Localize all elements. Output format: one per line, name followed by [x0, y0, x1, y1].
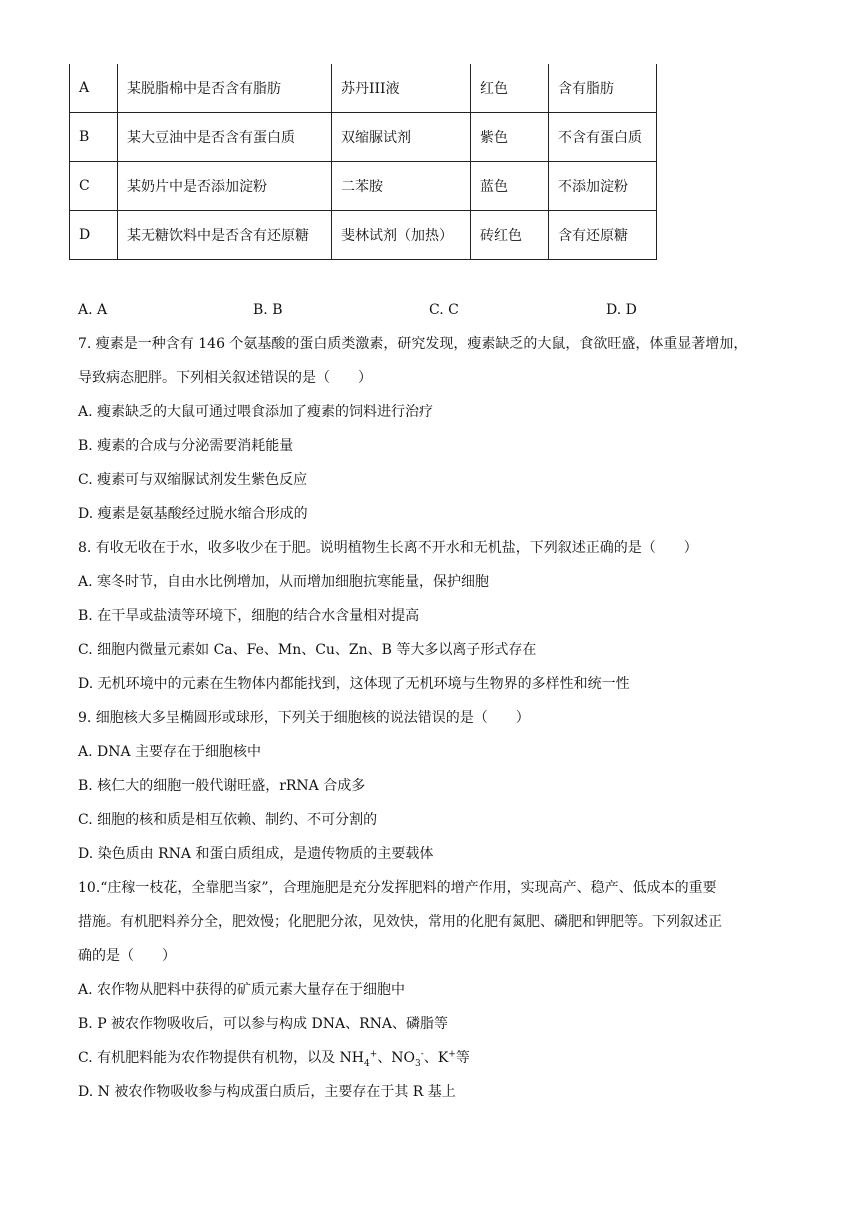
subscript: 4: [364, 1058, 370, 1069]
table-cell-test-sample: 某脱脂棉中是否含有脂肪: [118, 64, 332, 113]
table-cell-test-sample: 某大豆油中是否含有蛋白质: [118, 113, 332, 162]
q10-option-c-text: C. 有机肥料能为农作物提供有机物，以及 NH: [78, 1050, 365, 1066]
q10-option-c-text: 等: [455, 1050, 470, 1066]
q7-stem-line2: 导致病态肥胖。下列相关叙述错误的是（ ）: [78, 370, 372, 386]
subscript: 3: [415, 1058, 421, 1069]
q10-stem-line1: 10.“庄稼一枝花，全靠肥当家”，合理施肥是充分发挥肥料的增产作用，实现高产、稳产、低成本的重要: [78, 880, 717, 896]
q9-option-c: C. 细胞的核和质是相互依赖、制约、不可分割的: [78, 812, 378, 828]
q7-stem-line1: 7. 瘦素是一种含有 146 个氨基酸的蛋白质类激素，研究发现，瘦素缺乏的大鼠，食欲旺盛，体重显著增加，: [78, 336, 748, 352]
table-cell-conclusion: 含有脂肪: [549, 64, 657, 113]
table-cell-conclusion: 不添加淀粉: [549, 162, 657, 211]
q8-option-b: B. 在干旱或盐渍等环境下，细胞的结合水含量相对提高: [78, 608, 420, 624]
table-cell-conclusion: 不含有蛋白质: [549, 113, 657, 162]
table-cell-test-sample: 某奶片中是否添加淀粉: [118, 162, 332, 211]
table-cell-option-letter: A: [70, 64, 118, 113]
q9-stem: 9. 细胞核大多呈椭圆形或球形，下列关于细胞核的说法错误的是（ ）: [78, 710, 530, 726]
q10-option-b: B. P 被农作物吸收后，可以参与构成 DNA、RNA、磷脂等: [78, 1016, 448, 1032]
q6-option-b: B. B: [253, 302, 283, 318]
q6-option-a: A. A: [78, 302, 108, 318]
q10-option-d: D. N 被农作物吸收参与构成蛋白质后，主要存在于其 R 基上: [78, 1084, 456, 1100]
table-cell-reagent: 二苯胺: [332, 162, 471, 211]
q10-option-c: [78, 1048, 470, 1068]
q6-options: [0, 302, 860, 322]
q7-option-d: D. 瘦素是氨基酸经过脱水缩合形成的: [78, 506, 308, 522]
q9-option-d: D. 染色质由 RNA 和蛋白质组成，是遗传物质的主要载体: [78, 846, 434, 862]
table-cell-conclusion: 含有还原糖: [549, 211, 657, 260]
table-row: [70, 64, 657, 113]
table-cell-color: 紫色: [471, 113, 549, 162]
table-cell-reagent: 双缩脲试剂: [332, 113, 471, 162]
table-cell-reagent: 斐林试剂（加热）: [332, 211, 471, 260]
table-row: [70, 113, 657, 162]
table-cell-color: 砖红色: [471, 211, 549, 260]
experiment-table: [69, 64, 657, 260]
q10-option-c-text: 、NO: [377, 1050, 416, 1066]
q10-option-a: A. 农作物从肥料中获得的矿质元素大量存在于细胞中: [78, 982, 406, 998]
superscript: +: [369, 1049, 378, 1060]
q10-stem-line3: 确的是（ ）: [78, 948, 176, 964]
q9-option-b: B. 核仁大的细胞一般代谢旺盛，rRNA 合成多: [78, 778, 366, 794]
q9-option-a: A. DNA 主要存在于细胞核中: [78, 744, 262, 760]
table-row: [70, 162, 657, 211]
q6-option-d: D. D: [606, 302, 637, 318]
q7-option-a: A. 瘦素缺乏的大鼠可通过喂食添加了瘦素的饲料进行治疗: [78, 404, 434, 420]
q8-stem: 8. 有收无收在于水，收多收少在于肥。说明植物生长离不开水和无机盐，下列叙述正确的是（ ）: [78, 540, 698, 556]
table-cell-color: 蓝色: [471, 162, 549, 211]
table-cell-color: 红色: [471, 64, 549, 113]
table-cell-option-letter: D: [70, 211, 118, 260]
table-cell-option-letter: B: [70, 113, 118, 162]
q10-option-c-text: 、K: [423, 1050, 449, 1066]
superscript: -: [420, 1049, 424, 1060]
q8-option-c: C. 细胞内微量元素如 Ca、Fe、Mn、Cu、Zn、B 等大多以离子形式存在: [78, 642, 537, 658]
superscript: +: [448, 1049, 456, 1060]
q8-option-d: D. 无机环境中的元素在生物体内都能找到，这体现了无机环境与生物界的多样性和统一性: [78, 676, 630, 692]
q6-option-c: C. C: [429, 302, 459, 318]
table-cell-option-letter: C: [70, 162, 118, 211]
q8-option-a: A. 寒冬时节，自由水比例增加，从而增加细胞抗寒能量，保护细胞: [78, 574, 490, 590]
table-cell-test-sample: 某无糖饮料中是否含有还原糖: [118, 211, 332, 260]
q7-option-c: C. 瘦素可与双缩脲试剂发生紫色反应: [78, 472, 308, 488]
q7-option-b: B. 瘦素的合成与分泌需要消耗能量: [78, 438, 294, 454]
q10-stem-line2: 措施。有机肥料养分全，肥效慢；化肥肥分浓，见效快，常用的化肥有氮肥、磷肥和钾肥等。下列叙述正: [78, 914, 722, 930]
table-row: [70, 211, 657, 260]
table-cell-reagent: 苏丹III液: [332, 64, 471, 113]
